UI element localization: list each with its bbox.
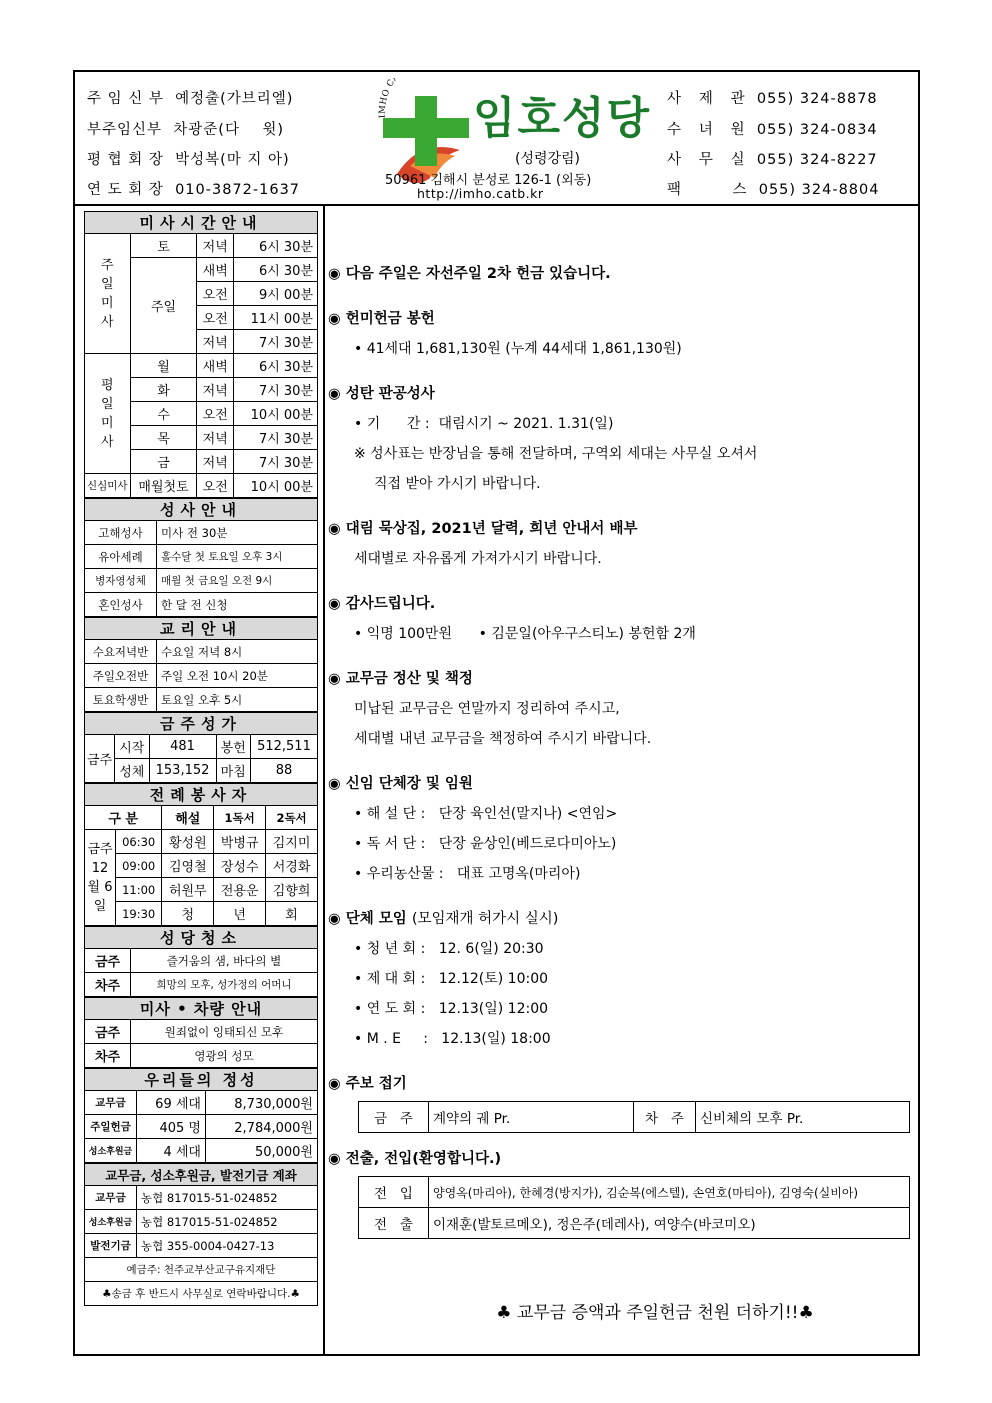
- server-name: 회: [266, 902, 318, 926]
- header-right-1: 사 제 관 055) 324-8878: [667, 91, 878, 107]
- church-url[interactable]: http://imho.catb.kr: [417, 186, 544, 201]
- announcement-line: • 청 년 회 : 12. 6(일) 20:30: [354, 941, 544, 957]
- announcement-heading: ◉ 대림 묵상집, 2021년 달력, 희년 안내서 배부: [328, 521, 638, 537]
- column-divider: [323, 206, 325, 1356]
- announcement-line: • 우리농산물 : 대표 고명옥(마리아): [354, 866, 581, 882]
- sunday-mass-label: 주일미사: [85, 234, 131, 354]
- announcement-line: • 기 간 : 대림시기 ~ 2021. 1.31(일): [354, 416, 614, 432]
- folding-table: [358, 1101, 910, 1133]
- mass-title: 미사시간안내: [85, 212, 318, 234]
- announcement-line: • 연 도 회 : 12.13(일) 12:00: [354, 1001, 549, 1017]
- servers-head: 구 분: [85, 806, 162, 830]
- server-name: 김지미: [266, 830, 318, 854]
- mass-slot: 오전: [197, 282, 233, 306]
- doctrine-table: [84, 617, 318, 712]
- announcement-line: • 독 서 단 : 단장 윤상인(베드로다미아노): [354, 836, 617, 852]
- doctrine-value: 주일 오전 10시 20분: [157, 664, 318, 688]
- cleaning-title: 성당청소: [85, 927, 318, 949]
- doctrine-value: 수요일 저녁 8시: [157, 640, 318, 664]
- cleaning-week: 금주: [85, 949, 131, 973]
- server-name: 허원무: [162, 878, 214, 902]
- announcement-line: • 해 설 단 : 단장 육인선(말지나) <연임>: [354, 806, 618, 822]
- mass-day: 토: [130, 234, 197, 258]
- mass-slot: 저녁: [197, 426, 233, 450]
- server-name: 년: [214, 902, 266, 926]
- offering-label: 교무금: [85, 1091, 137, 1115]
- announcement-line: • M . E : 12.13(일) 18:00: [354, 1031, 551, 1047]
- transfer-names: 양영옥(마리아), 한혜경(방지가), 김순복(에스텔), 손연호(마티아), 김영숙(실비아): [429, 1177, 910, 1208]
- offering-amount: 2,784,000원: [205, 1115, 317, 1139]
- account-number: 농협 355-0004-0427-13: [137, 1234, 318, 1258]
- mass-day: 금: [130, 450, 197, 474]
- announcement-line: ※ 성사표는 반장님을 통해 전달하며, 구역외 세대는 사무실 오셔서: [354, 446, 758, 462]
- cleaning-table: [84, 926, 318, 997]
- account-table: [84, 1163, 318, 1306]
- servers-head: 2독서: [266, 806, 318, 830]
- mass-slot: 저녁: [197, 450, 233, 474]
- account-label: 교무금: [85, 1186, 137, 1210]
- folding-week: 차 주: [634, 1102, 696, 1133]
- account-depositor: 예금주: 천주교부산교구유지재단: [85, 1258, 318, 1282]
- header-right-3: 사 무 실 055) 324-8227: [667, 152, 878, 168]
- server-name: 박병규: [214, 830, 266, 854]
- header-right-4: 팩 스 055) 324-8804: [667, 182, 880, 198]
- hymn-label: 마침: [216, 759, 250, 783]
- offering-count: 4 세대: [137, 1139, 206, 1163]
- announcement-line: 세대별 내년 교무금을 책정하여 주시기 바랍니다.: [354, 731, 652, 747]
- server-name: 황성원: [162, 830, 214, 854]
- mass-time: 7시 30분: [233, 426, 317, 450]
- sidebar: [84, 211, 318, 1306]
- servers-time: 19:30: [116, 902, 162, 926]
- mass-time: 6시 30분: [233, 234, 317, 258]
- server-name: 김영철: [162, 854, 214, 878]
- announcement-heading: ◉ 주보 접기: [328, 1076, 407, 1092]
- sacrament-label: 혼인성사: [85, 593, 157, 617]
- announcement-line: • 41세대 1,681,130원 (누계 44세대 1,861,130원): [354, 341, 682, 357]
- mass-slot: 오전: [197, 402, 233, 426]
- transfer-label: 전 출: [359, 1208, 429, 1239]
- announcement-heading: ◉ 전출, 전입(환영합니다.): [328, 1151, 502, 1167]
- mass-table: [84, 211, 318, 498]
- car-title: 미사 • 차량 안내: [85, 998, 318, 1020]
- announcement-heading: ◉ 교무금 정산 및 책정: [328, 671, 473, 687]
- mass-day: 목: [130, 426, 197, 450]
- car-week: 차주: [85, 1044, 131, 1068]
- cleaning-week: 차주: [85, 973, 131, 997]
- slogan: ♣ 교무금 증액과 주일헌금 천원 더하기!!♣: [496, 1303, 814, 1323]
- car-table: [84, 997, 318, 1068]
- logo-arc-text: IMHO C: [377, 78, 398, 119]
- servers-time: 11:00: [116, 878, 162, 902]
- header-left-2: 부주임신부 차광준(다 윗): [87, 122, 285, 138]
- servers-table: [84, 783, 318, 926]
- server-name: 전용운: [214, 878, 266, 902]
- mass-time: 10시 00분: [233, 474, 317, 498]
- server-name: 청: [162, 902, 214, 926]
- mass-slot: 저녁: [197, 330, 233, 354]
- mass-time: 7시 30분: [233, 378, 317, 402]
- mass-slot: 새벽: [197, 354, 233, 378]
- mass-day: 화: [130, 378, 197, 402]
- header-left-1: 주 임 신 부 예정출(가브리엘): [87, 91, 294, 107]
- announcement-heading: ◉ 헌미헌금 봉헌: [328, 311, 435, 327]
- folding-week: 금 주: [359, 1102, 429, 1133]
- mass-time: 7시 30분: [233, 330, 317, 354]
- mass-time: 9시 00분: [233, 282, 317, 306]
- account-label: 성소후원금: [85, 1210, 137, 1234]
- offering-table: [84, 1068, 318, 1163]
- mass-time: 7시 30분: [233, 450, 317, 474]
- doctrine-title: 교리안내: [85, 618, 318, 640]
- cleaning-value: 즐거움의 샘, 바다의 별: [131, 949, 318, 973]
- account-title: 교무금, 성소후원금, 발전기금 계좌: [85, 1164, 318, 1186]
- servers-time: 09:00: [116, 854, 162, 878]
- doctrine-label: 수요저녁반: [85, 640, 157, 664]
- car-value: 원죄없이 잉태되신 모후: [131, 1020, 318, 1044]
- car-week: 금주: [85, 1020, 131, 1044]
- servers-date: 금주 12월 6일: [85, 830, 116, 926]
- server-name: 김향희: [266, 878, 318, 902]
- church-subtitle: (성령강림): [515, 151, 581, 167]
- header-right-2: 수 녀 원 055) 324-0834: [667, 122, 878, 138]
- mass-time: 6시 30분: [233, 354, 317, 378]
- doctrine-label: 토요학생반: [85, 688, 157, 712]
- hymn-label: 시작: [115, 735, 149, 759]
- announcement-line: 세대별로 자유롭게 가져가시기 바랍니다.: [354, 551, 602, 567]
- offering-amount: 50,000원: [205, 1139, 317, 1163]
- announcement-line: 직접 받아 가시기 바랍니다.: [374, 476, 541, 492]
- mass-slot: 저녁: [197, 234, 233, 258]
- hymn-number: 153,152: [149, 759, 216, 783]
- header: [75, 72, 918, 206]
- doctrine-label: 주일오전반: [85, 664, 157, 688]
- announcement-heading: ◉ 감사드립니다.: [328, 596, 436, 612]
- church-address: 50961 김해시 분성로 126-1 (외동): [385, 173, 592, 188]
- account-number: 농협 817015-51-024852: [137, 1210, 318, 1234]
- car-value: 영광의 성모: [131, 1044, 318, 1068]
- hymn-number: 481: [149, 735, 216, 759]
- sacrament-value: 미사 전 30분: [157, 521, 318, 545]
- offering-label: 주일헌금: [85, 1115, 137, 1139]
- announcements: [328, 262, 913, 1239]
- mass-time: 6시 30분: [233, 258, 317, 282]
- church-title: 임호성당: [473, 93, 652, 144]
- folding-group: 신비체의 모후 Pr.: [696, 1102, 910, 1133]
- sacrament-title: 성사안내: [85, 499, 318, 521]
- mass-slot: 새벽: [197, 258, 233, 282]
- transfer-table: [358, 1176, 910, 1239]
- offering-label: 성소후원금: [85, 1139, 137, 1163]
- account-number: 농협 817015-51-024852: [137, 1186, 318, 1210]
- hymn-number: 88: [250, 759, 317, 783]
- offering-title: 우리들의 정성: [85, 1069, 318, 1091]
- transfer-names: 이재훈(발토르메오), 정은주(데레사), 여양수(바코미오): [429, 1208, 910, 1239]
- folding-group: 계약의 궤 Pr.: [429, 1102, 634, 1133]
- sacrament-label: 병자영성체: [85, 569, 157, 593]
- announcement-line: • 제 대 회 : 12.12(토) 10:00: [354, 971, 549, 987]
- hymn-label: 성체: [115, 759, 149, 783]
- server-name: 장성수: [214, 854, 266, 878]
- account-label: 발전기금: [85, 1234, 137, 1258]
- mass-time: 10시 00분: [233, 402, 317, 426]
- announcement-line: 미납된 교무금은 연말까지 정리하여 주시고,: [354, 701, 620, 717]
- offering-count: 69 세대: [137, 1091, 206, 1115]
- transfer-label: 전 입: [359, 1177, 429, 1208]
- cleaning-value: 희망의 모후, 성가정의 어머니: [131, 973, 318, 997]
- hymn-title: 금주성가: [85, 713, 318, 735]
- mass-day: 매월첫토: [130, 474, 197, 498]
- servers-head: 1독서: [214, 806, 266, 830]
- doctrine-value: 토요일 오후 5시: [157, 688, 318, 712]
- servers-head: 해설: [162, 806, 214, 830]
- announcement-line: • 익명 100만원 • 김문일(아우구스티노) 봉헌함 2개: [354, 626, 696, 642]
- mass-day: 수: [130, 402, 197, 426]
- header-left-3: 평 협 회 장 박성복(마 지 아): [87, 152, 290, 168]
- announcement-heading: ◉ 다음 주일은 자선주일 2차 헌금 있습니다.: [328, 266, 611, 282]
- server-name: 서경화: [266, 854, 318, 878]
- offering-count: 405 명: [137, 1115, 206, 1139]
- announcement-heading: ◉ 성탄 판공성사: [328, 386, 435, 402]
- hymn-number: 512,511: [250, 735, 317, 759]
- mass-slot: 저녁: [197, 378, 233, 402]
- hymn-table: [84, 712, 318, 783]
- servers-title: 전례봉사자: [85, 784, 318, 806]
- sacrament-label: 유아세례: [85, 545, 157, 569]
- weekday-mass-label: 평일미사: [85, 354, 131, 474]
- mass-slot: 오전: [197, 306, 233, 330]
- mass-day: 월: [130, 354, 197, 378]
- announcement-heading: ◉ 단체 모임 (모임재개 허가시 실시): [328, 911, 559, 927]
- offering-amount: 8,730,000원: [205, 1091, 317, 1115]
- sacrament-value: 홀수달 첫 토요일 오후 3시: [157, 545, 318, 569]
- mass-slot: 오전: [197, 474, 233, 498]
- announcement-heading: ◉ 신임 단체장 및 임원: [328, 776, 473, 792]
- sacrament-value: 매월 첫 금요일 오전 9시: [157, 569, 318, 593]
- sinsim-label: 신심미사: [85, 474, 131, 498]
- remit-notice: ♣송금 후 반드시 사무실로 연락바랍니다.♣: [85, 1282, 318, 1306]
- mass-day: 주일: [130, 258, 197, 354]
- sacrament-value: 한 달 전 신청: [157, 593, 318, 617]
- bulletin-frame: [73, 70, 920, 1356]
- sacrament-table: [84, 498, 318, 617]
- hymn-week: 금주: [85, 735, 115, 783]
- sacrament-label: 고해성사: [85, 521, 157, 545]
- servers-time: 06:30: [116, 830, 162, 854]
- header-left-4: 연 도 회 장 010-3872-1637: [87, 182, 301, 198]
- mass-time: 11시 00분: [233, 306, 317, 330]
- hymn-label: 봉헌: [216, 735, 250, 759]
